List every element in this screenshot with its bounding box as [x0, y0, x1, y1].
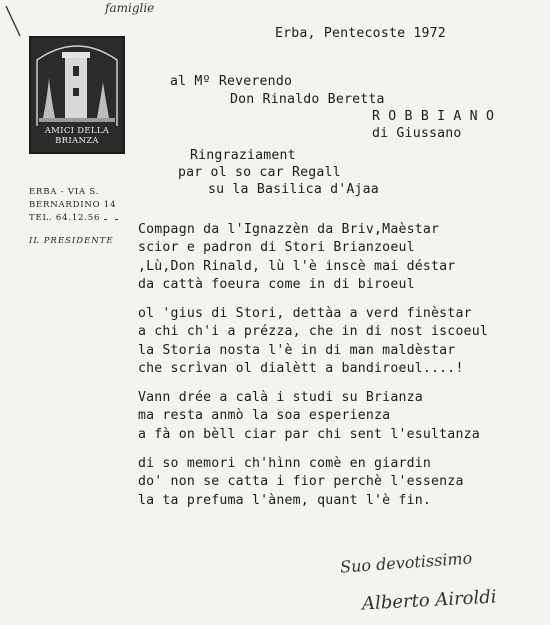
poem-line: ,Lù,Don Rinald, lù l'è inscè mai déstar [138, 259, 456, 274]
corner-pen-mark [3, 2, 23, 42]
poem-line: ol 'gius di Stori, dettàa a verd finèstar [138, 306, 472, 321]
sender-title: IL PRESIDENTE [29, 236, 114, 246]
association-logo [29, 36, 125, 154]
subject-line: par ol so car Regall [178, 165, 341, 180]
subject-line: su la Basilica d'Ajaa [208, 182, 379, 197]
poem-line: da cattà foeura come in di biroeul [138, 277, 415, 292]
logo-name [31, 126, 123, 146]
handwritten-closing: Suo devotissimo [339, 548, 473, 577]
poem-line: do' non se catta i fior perchè l'essenza [138, 474, 464, 489]
poem-line: scior e padron di Stori Brianzoeul [138, 240, 415, 255]
poem-line: la Storia nosta l'è in di man maldèstar [138, 343, 456, 358]
recipient-locality: di Giussano [372, 126, 462, 141]
tower-emblem-icon [31, 38, 123, 128]
recipient-salutation: al Mº Reverendo [170, 74, 293, 89]
poem-line: a fà on bèll ciar par chi sent l'esultanza [138, 427, 480, 442]
sender-address-line2: BERNARDINO 14 [29, 200, 117, 210]
dash-mark [115, 219, 118, 220]
poem-line: che scrìvan ol dialètt a bandiroeul....! [138, 361, 464, 376]
recipient-name: Don Rinaldo Beretta [230, 92, 385, 107]
poem-line: Vann drée a calà i studi su Brianza [138, 390, 423, 405]
poem-line: di so memori ch'hìnn comè en giardin [138, 456, 432, 471]
logo-name-line1: AMICI DELLA [44, 126, 110, 136]
subject-line: Ringraziament [190, 148, 296, 163]
recipient-town: R O B B I A N O [372, 109, 495, 124]
handwritten-note: famiglie [105, 1, 155, 15]
date-line: Erba, Pentecoste 1972 [275, 26, 446, 41]
dash-mark [104, 219, 107, 220]
sender-address-line1: ERBA - VIA S. [29, 187, 100, 197]
poem-line: ma resta anmò la soa esperienza [138, 408, 391, 423]
sender-phone: TEL. 64.12.56 [29, 213, 101, 223]
poem-line: Compagn da l'Ignazzèn da Briv,Maèstar [138, 222, 440, 237]
poem-line: a chi ch'i a prézza, che in di nost iscoeul [138, 324, 489, 339]
poem-line: la ta prefuma l'ànem, quant l'è fin. [138, 493, 432, 508]
logo-name-line2: BRIANZA [55, 136, 99, 146]
handwritten-signature: Alberto Airoldi [361, 586, 498, 615]
